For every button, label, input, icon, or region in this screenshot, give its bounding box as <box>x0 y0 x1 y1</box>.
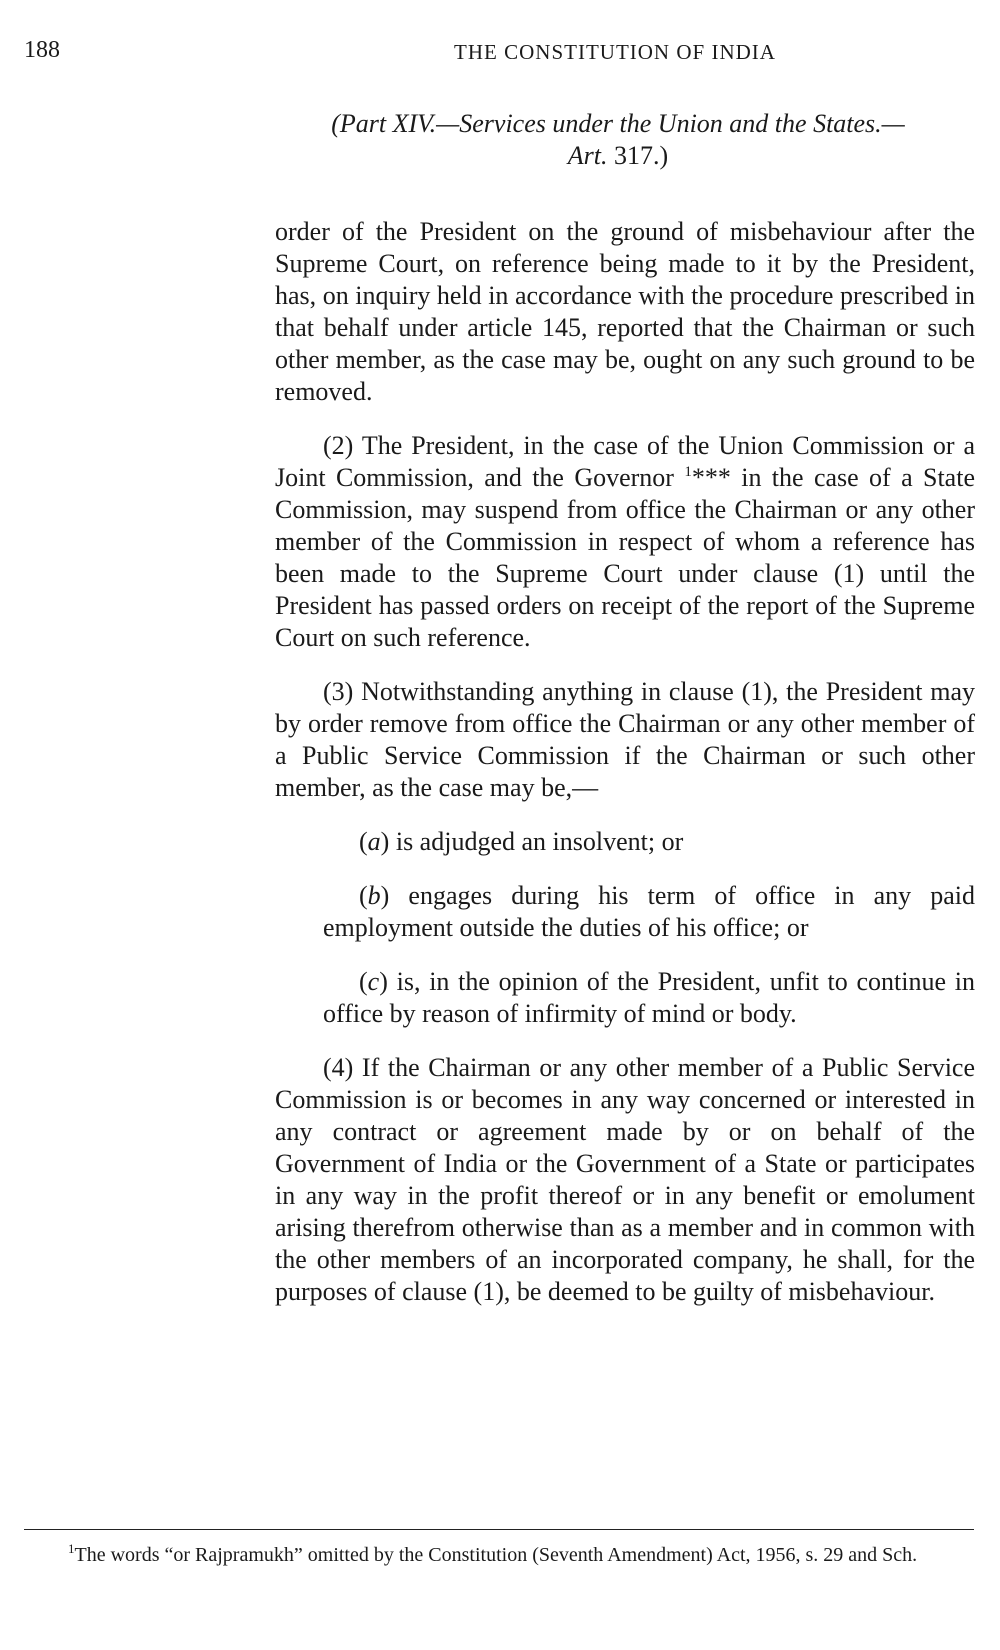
sub-clause-b-open: ( <box>359 881 368 910</box>
sub-clause-a-open: ( <box>359 827 368 856</box>
sub-clause-b-close: ) <box>380 881 390 910</box>
clause-2-text-end: *** in the case of a State Commission, may suspend from office the Chairman or any other member of the Commission in respect of whom a reference has been made to the Supreme Court under clause (1) until the President has passed orders on receipt of the report of the Supreme Court on such reference. <box>275 463 975 652</box>
sub-clause-b-text: engages during his term of office in any paid employment outside the duties of his office; or <box>323 881 975 942</box>
sub-clause-a-close: ) <box>380 827 390 856</box>
article-number: 317.) <box>607 141 669 170</box>
article-abbrev: Art. <box>567 141 608 170</box>
sub-clause-b-letter: b <box>367 881 381 910</box>
footnote-reference: 1 <box>684 464 692 480</box>
running-title: THE CONSTITUTION OF INDIA <box>454 40 776 64</box>
clause-2-text-start: (2) The President, in the case of the Union Commission or a Joint Commission, and the Governor <box>275 431 975 492</box>
sub-clause-a <box>323 826 975 858</box>
clause-3-paragraph: (3) Notwithstanding anything in clause (1), the President may by order remove from office the Chairman or any other member of a Public Service Commission if the Chairman or such other member, as the case may be,— <box>275 677 975 802</box>
clause-4-paragraph: (4) If the Chairman or any other member of a Public Service Commission is or becomes in any way concerned or interested in any contract or agreement made by or on behalf of the Government of India or the Government of a State or participates in any way in the profit thereof or in any benefit or emolument arising therefrom otherwise than as a member and in common with the other members of an incorporated company, he shall, for the purposes of clause (1), be deemed to be guilty of misbehaviour. <box>275 1053 975 1306</box>
clause-2-paragraph <box>275 430 975 654</box>
continuation-paragraph: order of the President on the ground of misbehaviour after the Supreme Court, on reference being made to it by the President, has, on inquiry held in accordance with the procedure prescribed in that behalf under article 145, reported that the Chairman or such other member, as the case may be, ought on any such ground to be removed. <box>275 217 975 406</box>
body-text <box>275 216 975 1330</box>
sub-clause-c-text: is, in the opinion of the President, unfit to continue in office by reason of infirmity of mind or body. <box>323 967 975 1028</box>
sub-clause-a-text: is adjudged an insolvent; or <box>389 827 684 856</box>
section-heading-line-1: (Part XIV.—Services under the Union and the States.— <box>331 109 905 138</box>
footnote-divider <box>24 1529 974 1530</box>
sub-clause-c-letter: c <box>367 967 380 996</box>
footnote-mark: 1 <box>68 1541 75 1556</box>
sub-clause-c-open: ( <box>359 967 368 996</box>
section-heading <box>262 108 974 172</box>
footnote-text: The words “or Rajpramukh” omitted by the Constitution (Seventh Amendment) Act, 1956, s. 29 and Sch. <box>74 1544 918 1566</box>
sub-clause-c-close: ) <box>379 967 388 996</box>
page-number: 188 <box>24 37 60 63</box>
sub-clause-b <box>323 880 975 944</box>
section-heading-line-2 <box>262 140 974 172</box>
footnote <box>24 1542 974 1569</box>
sub-clause-c <box>323 966 975 1030</box>
sub-clause-a-letter: a <box>367 827 381 856</box>
